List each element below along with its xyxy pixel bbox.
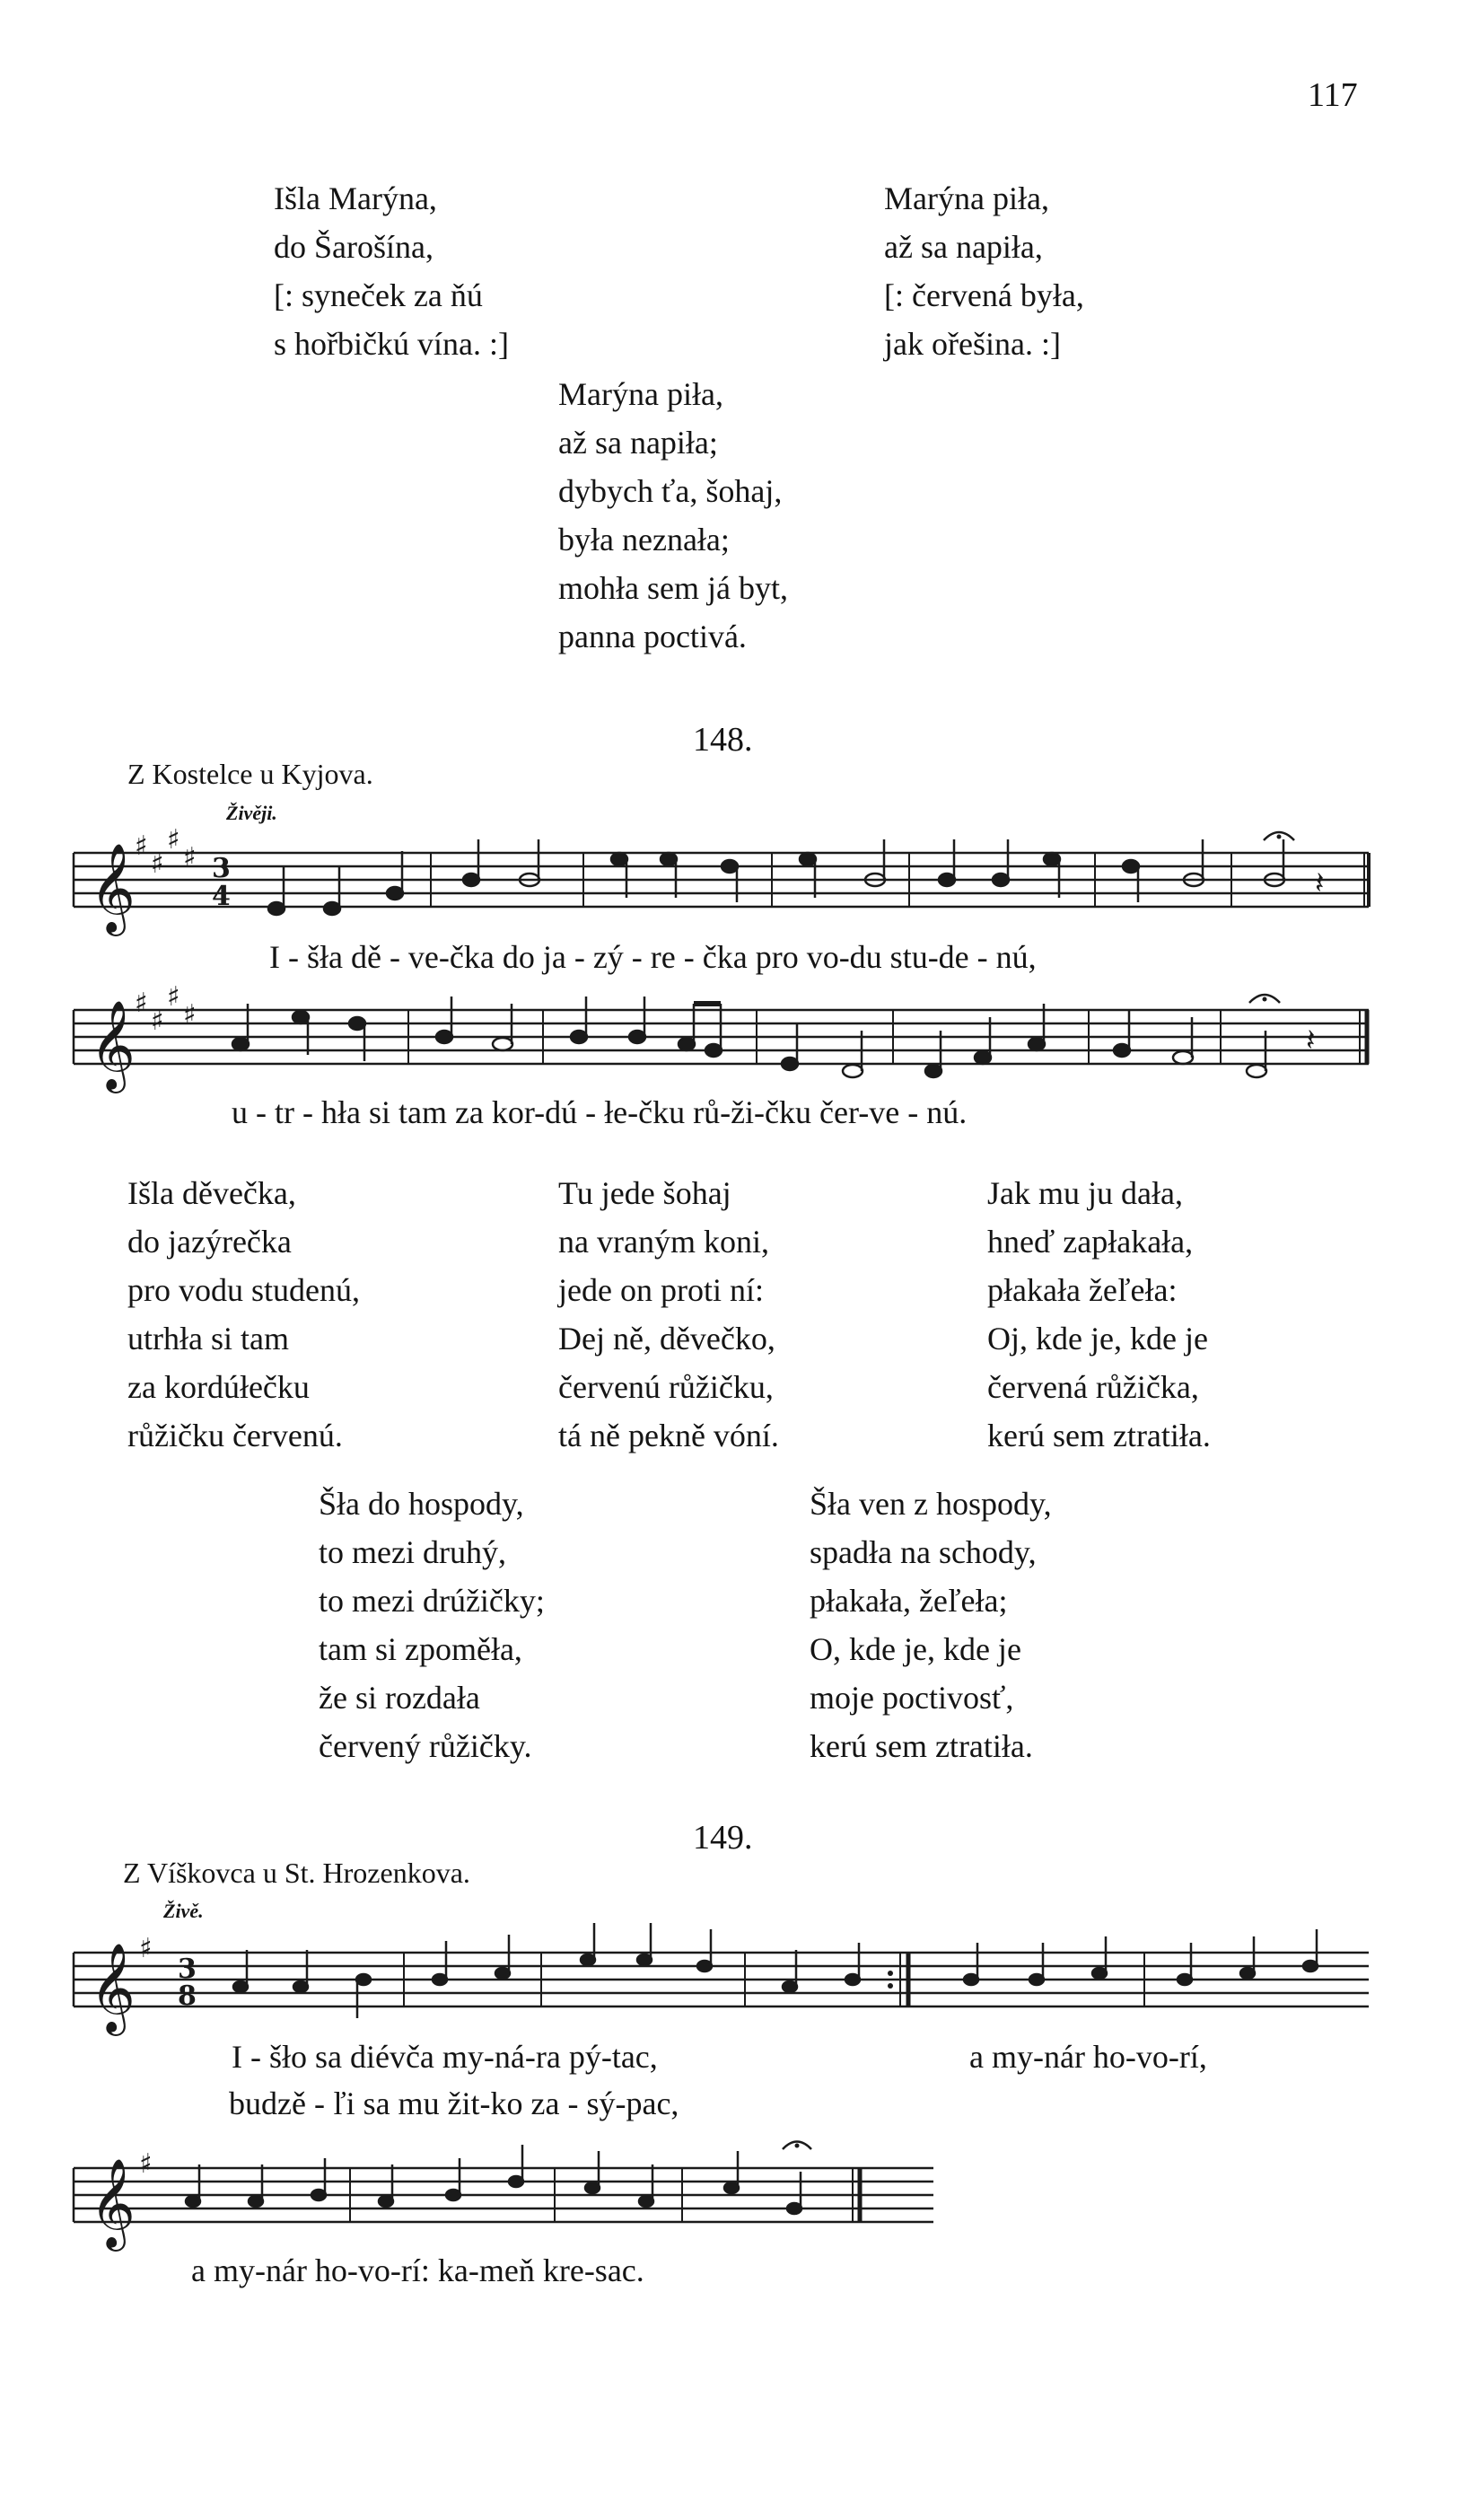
notes-149-1 [233,1923,1318,2018]
verse-line: [: syneček za ňú [274,277,483,313]
rest-icon: 𝄽 [1306,1023,1316,1058]
time-signature-top: 3 [178,1954,197,1985]
song-149-number: 149. [693,1819,753,1857]
verse-line: spadła na schody, [810,1534,1037,1570]
verse-line: to mezi drúžičky; [319,1583,545,1619]
song-149-origin: Z Víškovca u St. Hrozenkova. [123,1857,470,1889]
verse-line: tam si zpoměła, [319,1631,522,1667]
song-148-tempo: Živěji. [226,802,277,824]
verse-line: kerú sem ztratiła. [810,1728,1033,1764]
staff-lines-149-1 [74,1953,1369,2006]
notes-149-2 [186,2145,801,2214]
svg-text:♯: ♯ [167,824,180,856]
verse-line: za kordúłečku [127,1369,310,1405]
verse-line: červenú růžičku, [558,1369,774,1405]
staff-lines-149-2 [74,2168,933,2222]
svg-text:♯: ♯ [151,848,164,880]
verse-line: [: červená była, [884,277,1084,313]
verse-line: hneď zapłakała, [987,1224,1194,1260]
svg-text:♯: ♯ [135,830,148,862]
svg-text:♯: ♯ [183,999,197,1031]
treble-clef-icon: 𝄞 [90,843,136,933]
verse-line: růžičku červenú. [127,1418,343,1453]
verse-line: to mezi druhý, [319,1534,506,1570]
verse-line: Jak mu ju dała, [987,1175,1183,1211]
verse-line: červený růžičky. [319,1728,532,1764]
key-signature-icon: ♯ [139,1933,153,1964]
rest-icon: 𝄽 [1315,865,1325,901]
verse-line: až sa napiła; [558,425,718,461]
verse-line: Marýna piła, [884,180,1049,216]
verse-line: dybych ťa, šohaj, [558,473,783,509]
verse-line: jede on proti ní: [558,1272,764,1308]
verse-line: že si rozdała [319,1680,480,1716]
verse-line: červená růžička, [987,1369,1199,1405]
song-148-lyrics-2: u - tr - hła si tam za kor-dú - łe-čku rů-ži-čku čer-ve - nú. [232,1094,968,1130]
verse-line: kerú sem ztratiła. [987,1418,1211,1453]
treble-clef-icon: 𝄞 [90,1943,136,2033]
song-149-lyrics-3: a my-nár ho-vo-rí: ka-meň kre-sac. [191,2252,644,2288]
verse-line: pro vodu studenú, [127,1272,360,1308]
verse-line: płakała, žeľeła; [810,1583,1008,1619]
verse-line: płakała žeľeła: [987,1272,1178,1308]
song-149-lyrics-1b: a my-nár ho-vo-rí, [969,2039,1207,2075]
verse-line: Dej ně, děvečko, [558,1321,775,1357]
verse-line: Išla Marýna, [274,180,437,216]
svg-text:♯: ♯ [151,1005,164,1037]
verse-line: panna poctivá. [558,619,747,654]
svg-text:♯: ♯ [183,842,197,874]
treble-clef-icon: 𝄞 [90,1000,136,1090]
verse-line: moje poctivosť, [810,1680,1014,1716]
svg-text:♯: ♯ [135,988,148,1019]
page-number: 117 [1308,76,1358,114]
svg-text:♯: ♯ [167,981,180,1013]
song-149-tempo: Živě. [163,1900,204,1922]
verse-line: Oj, kde je, kde je [987,1321,1208,1357]
verse-line: do jazýrečka [127,1224,292,1260]
time-signature-bottom: 4 [212,881,231,912]
treble-clef-icon: 𝄞 [90,2158,136,2248]
song-148-origin: Z Kostelce u Kyjova. [127,758,373,790]
verse-line: mohła sem já byt, [558,570,788,606]
song-148-lyrics-1: I - šła dě - ve-čka do ja - zý - re - čka pro vo-du stu-de - nú, [269,939,1037,975]
song-149-lyrics-2: budzě - ľi sa mu žit-ko za - sý-pac, [229,2085,679,2121]
verse-line: Tu jede šohaj [558,1175,731,1211]
verse-line: do Šarošína, [274,229,433,265]
verse-line: s hořbičkú vína. :] [274,326,509,362]
verse-line: tá ně pekně vóní. [558,1418,779,1453]
verse-line: na vraným koni, [558,1224,769,1260]
time-signature-bottom: 8 [178,1980,197,2012]
key-signature-icon: ♯ [139,2148,153,2180]
verse-line: Šła do hospody, [319,1486,524,1522]
verse-line: utrhła si tam [127,1321,289,1357]
verse-line: była neznała; [558,522,730,558]
time-signature-top: 3 [212,853,231,884]
verse-line: jak ořešina. :] [884,326,1061,362]
verse-line: až sa napiła, [884,229,1043,265]
verse-line: O, kde je, kde je [810,1631,1021,1667]
verse-line: Šła ven z hospody, [810,1486,1052,1522]
verse-line: Išla děvečka, [127,1175,296,1211]
song-148-number: 148. [693,721,753,759]
verse-line: Marýna piła, [558,376,723,412]
song-149-lyrics-1: I - šło sa diévča my-ná-ra pý-tac, [232,2039,658,2075]
